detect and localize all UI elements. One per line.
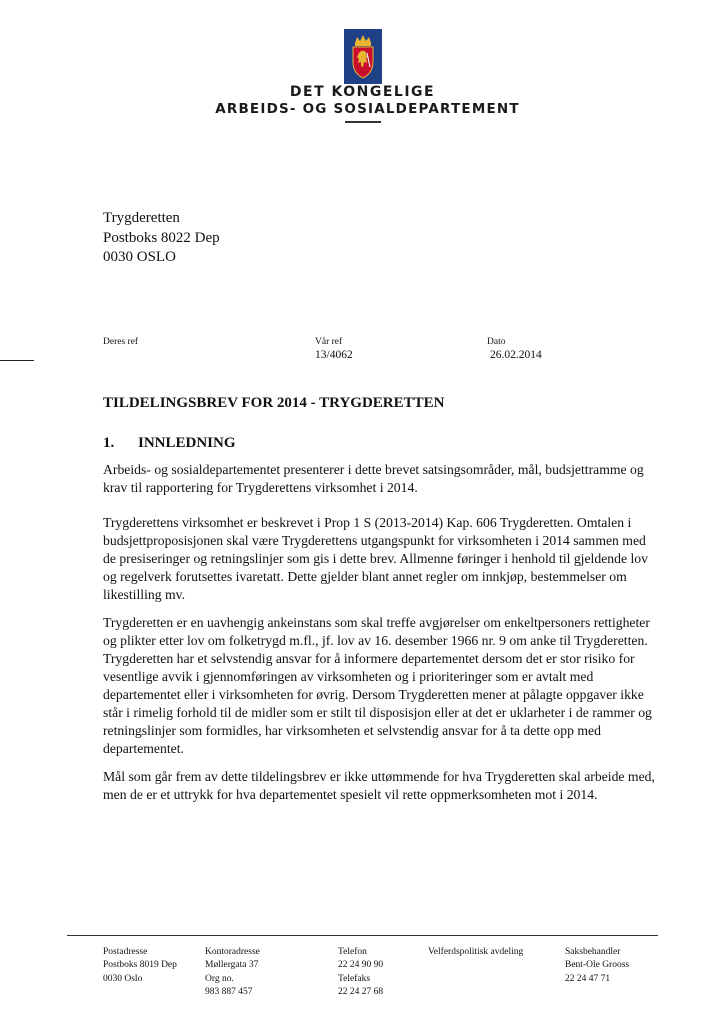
footer-telefon — [338, 946, 383, 999]
footer-saksbehandler — [565, 946, 629, 986]
paragraph: Arbeids- og sosialdepartementet presenterer i dette brevet satsingsområder, mål, budsjettramme og krav til rapportering for Trygderettens virksomhet i 2014. — [103, 462, 644, 495]
section-title: INNLEDNING — [138, 435, 236, 451]
telefaks-value: 22 24 27 68 — [338, 986, 384, 997]
paragraph: Mål som går frem av dette tildelingsbrev er ikke uttømmende for hva Trygderetten skal arbeide med, men de er et uttrykk for hva departementet spesielt vil rette oppmerksomheten mot i 2014. — [103, 769, 655, 802]
footer-kontoradresse — [205, 946, 260, 999]
footer-divider — [67, 935, 658, 936]
avdeling-name: Velferdspolitisk avdeling — [428, 947, 524, 957]
department-name-line1: DET KONGELIGE — [289, 84, 436, 100]
dato-value: 26.02.2014 — [490, 349, 542, 361]
footer-avdeling — [428, 946, 523, 959]
footer-postadresse — [103, 946, 177, 986]
section-number: 1. — [103, 435, 115, 451]
fold-mark — [0, 360, 34, 361]
kontoradresse-label: Kontoradresse — [205, 947, 260, 957]
recipient-address: Postboks 8022 Dep — [103, 230, 220, 246]
department-name-line2: ARBEIDS- OG SOSIALDEPARTEMENT — [215, 101, 520, 117]
norwegian-lion-crest-icon — [344, 29, 382, 84]
deres-ref-label: Deres ref — [103, 337, 139, 347]
saksbehandler-label: Saksbehandler — [565, 947, 621, 957]
kontoradresse-line1: Møllergata 37 — [205, 960, 259, 971]
section-heading — [103, 435, 236, 452]
recipient-postcode-city: 0030 OSLO — [103, 249, 176, 265]
telefon-label: Telefon — [338, 947, 367, 957]
document-title: TILDELINGSBREV FOR 2014 - TRYGDERETTEN — [103, 395, 445, 411]
paragraph: Trygderettens virksomhet er beskrevet i Prop 1 S (2013-2014) Kap. 606 Trygderetten. Omtalen i budsjettproposisjonen skal være Trygderettens utgangspunkt for virksomheten i 2014 sammen med de presiseringer og retningslinjer som gis i dette brev. Allmenne føringer i henhold til gjeldende lov og regelverk forutsettes ivaretatt. Dette gjelder blant annet regler om innkjøp, bestemmelser om likestilling mv. — [103, 515, 648, 602]
dato-label: Dato — [487, 337, 506, 347]
paragraph: Trygderetten er en uavhengig ankeinstans som skal treffe avgjørelser om enkeltpersoners rettigheter og plikter etter lov om folketrygd m.fl., jf. lov av 16. desember 1966 nr. 9 om anke til Trygderetten. Trygderetten har et selvstendig ansvar for å informere departementet dersom det er stor risiko for vesentlige avvik i gjennomføringen av virksomheten og i prioriteringer som er avtalt med departementet eller i virksomheten for øvrig. Dersom Trygderetten mener at pålagte oppgaver ikke står i rimelig forhold til de midler som er stilt til disposisjon eller at det er uklarheter i de rammer og retningslinjer som formidles, har virksomheten et selvstendig ansvar for å ta dette opp med departementet. — [103, 615, 652, 756]
recipient-name: Trygderetten — [103, 210, 180, 226]
var-ref-label: Vår ref — [315, 337, 343, 347]
telefon-value: 22 24 90 90 — [338, 960, 384, 971]
var-ref-value: 13/4062 — [315, 349, 353, 361]
postadresse-line1: Postboks 8019 Dep — [103, 960, 177, 971]
saksbehandler-phone: 22 24 47 71 — [565, 973, 611, 984]
org-value: 983 887 457 — [205, 986, 253, 997]
postadresse-label: Postadresse — [103, 947, 148, 957]
telefaks-label: Telefaks — [338, 973, 371, 984]
letterhead-divider — [345, 121, 381, 123]
postadresse-line2: 0030 Oslo — [103, 973, 143, 984]
saksbehandler-name: Bent-Ole Grooss — [565, 960, 630, 971]
org-label: Org no. — [205, 973, 234, 984]
